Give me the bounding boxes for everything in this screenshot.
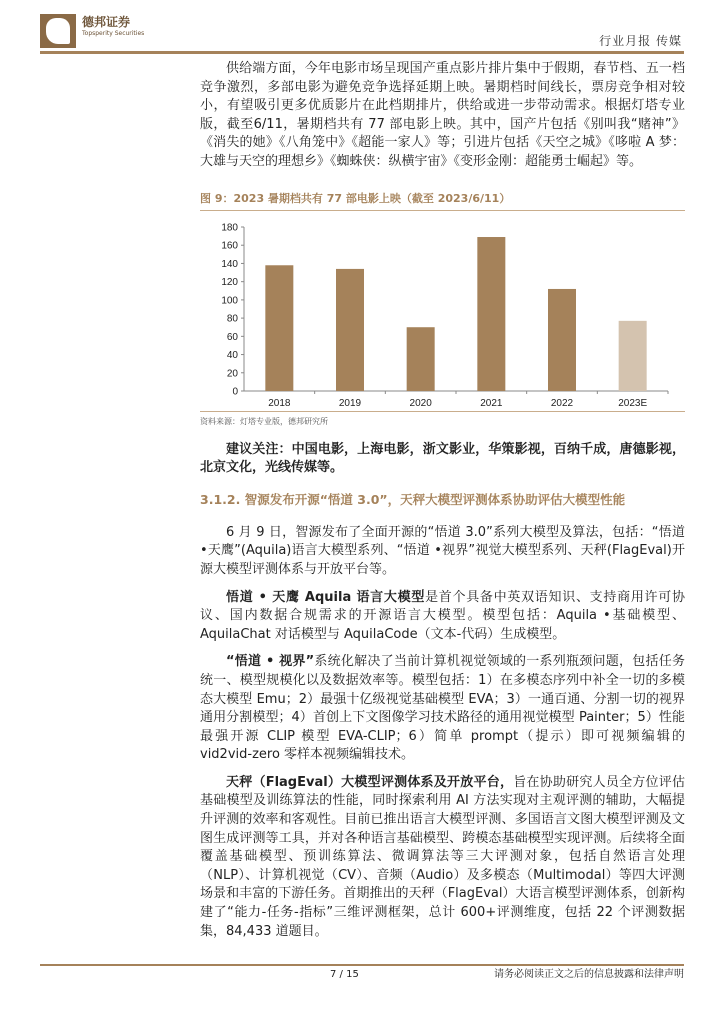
brand-name: 德邦证券	[82, 15, 131, 29]
x-tick-label: 2021	[480, 397, 503, 409]
y-tick-label: 60	[226, 331, 238, 343]
page-header	[40, 0, 684, 54]
aquila-text: 是首个具备中英双语知识、支持商用许可协议、国内数据合规需求的开源语言大模型。模型包括：Aquila •基础模型、AquilaChat 对话模型与 AquilaCode（文本-代码）生成模型。	[200, 589, 685, 642]
vision-paragraph	[200, 653, 685, 765]
y-tick-label: 40	[226, 349, 238, 361]
y-tick-label: 0	[232, 386, 238, 398]
brand-name-en: Topsperity Securities	[82, 30, 145, 37]
x-tick-label: 2019	[338, 397, 362, 409]
aquila-paragraph	[200, 589, 685, 645]
bar-2022	[548, 289, 576, 391]
flageval-paragraph	[200, 774, 685, 941]
y-tick-label: 80	[226, 313, 238, 325]
y-tick-label: 20	[226, 367, 238, 379]
y-tick-label: 140	[221, 258, 238, 270]
bar-2019	[336, 268, 364, 390]
x-tick-label: 2018	[268, 397, 291, 409]
page-number: 7 / 15	[330, 969, 359, 980]
flageval-title: 天秤（FlagEval）大模型评测体系及开放平台，	[226, 774, 514, 790]
figure-source: 资料来源：灯塔专业版，德邦研究所	[200, 411, 685, 427]
bar-2020	[407, 327, 435, 391]
aquila-title: 悟道 • 天鹰 Aquila 语言大模型	[226, 589, 426, 605]
header-divider	[40, 51, 684, 54]
vision-text: 系统化解决了当前计算机视觉领域的一系列瓶颈问题，包括任务统一、模型规模化以及数据效率等。模型包括：1）在多模态序列中补全一切的多模态大模型 Emu；2）最强十亿级视觉基础模型 EVA；3）一通百通、分割一切的视界通用分割模型；4）首创上下文图像学习技术路径的通用视觉模型 Painter；5）性能最强开源 CLIP 模型 EVA-CLIP；6）简单 prompt（提示）即可视频编辑的 vid2vid-zero 零样本视频编辑技术。	[200, 654, 685, 763]
recommendation: 建议关注：中国电影，上海电影，浙文影业，华策影视，百纳千成，唐德影视，北京文化，光线传媒等。	[200, 441, 685, 476]
main-content	[200, 54, 685, 950]
y-tick-label: 160	[221, 240, 238, 252]
flageval-text: 旨在协助研究人员全方位评估基础模型及训练算法的性能，同时探索利用 AI 方法实现对主观评测的辅助，大幅提升评测的效率和客观性。目前已推出语言大模型评测、多国语言文图大模型评测及文图生成评测等工具，并对各种语言基础模型、跨模态基础模型实现评测。后续将全面覆盖基础模型、预训练算法、微调算法等三大评测对象，包括自然语言处理（NLP）、计算机视觉（CV）、音频（Audio）及多模态（Multimodal）等四大评测场景和丰富的下游任务。首期推出的天秤（FlagEval）大语言模型评测体系，创新构建了“能力-任务-指标”三维评测框架，总计 600+评测维度，包括 22 个评测数据集，84,433 道题目。	[200, 774, 685, 939]
report-type: 行业月报 传媒	[599, 34, 682, 48]
figure-title: 图 9：2023 暑期档共有 77 部电影上映（截至 2023/6/11）	[200, 192, 685, 211]
logo-mark	[46, 18, 70, 44]
y-tick-label: 120	[221, 276, 238, 288]
disclaimer: 请务必阅读正文之后的信息披露和法律声明	[494, 969, 684, 980]
company-logo	[40, 14, 76, 48]
bar-2018	[265, 265, 293, 391]
x-tick-label: 2020	[409, 397, 432, 409]
supply-paragraph: 供给端方面，今年电影市场呈现国产重点影片排片集中于假期，春节档、五一档竞争激烈，多部电影为避免竞争选择延期上映。暑期档时间线长，票房竞争相对较小，有望吸引更多优质影片在此档期排片，供给或进一步带动需求。根据灯塔专业版，截至6/11，暑期档共有 77 部电影上映。其中，国产片包括《别叫我“赌神”》《消失的她》《八角笼中》《超能一家人》等；引进片包括《天空之城》《哆啦 A 梦：大雄与天空的理想乡》《蜘蛛侠：纵横宇宙》《变形金刚：超能勇士崛起》等。	[200, 61, 685, 169]
y-tick-label: 180	[221, 222, 238, 234]
x-tick-label: 2022	[550, 397, 574, 409]
bar-2021	[477, 237, 505, 391]
page-footer	[40, 964, 684, 1024]
wudao-intro-paragraph: 6 月 9 日，智源发布了全面开源的“悟道 3.0”系列大模型及算法，包括：“悟道 •天鹰”(Aquila)语言大模型系列、“悟道 •视界”视觉大模型系列、天秤(FlagEval)开源大模型评测体系与开放平台等。	[200, 524, 685, 577]
brand	[82, 15, 144, 38]
section-heading: 3.1.2. 智源发布开源“悟道 3.0”，天秤大模型评测体系协助评估大模型性能	[200, 491, 626, 507]
x-tick-label: 2023E	[618, 397, 648, 409]
vision-title: “悟道 • 视界”	[226, 654, 315, 670]
y-tick-label: 100	[221, 294, 238, 306]
bar-chart	[200, 211, 685, 411]
bar-2023E	[619, 320, 647, 390]
